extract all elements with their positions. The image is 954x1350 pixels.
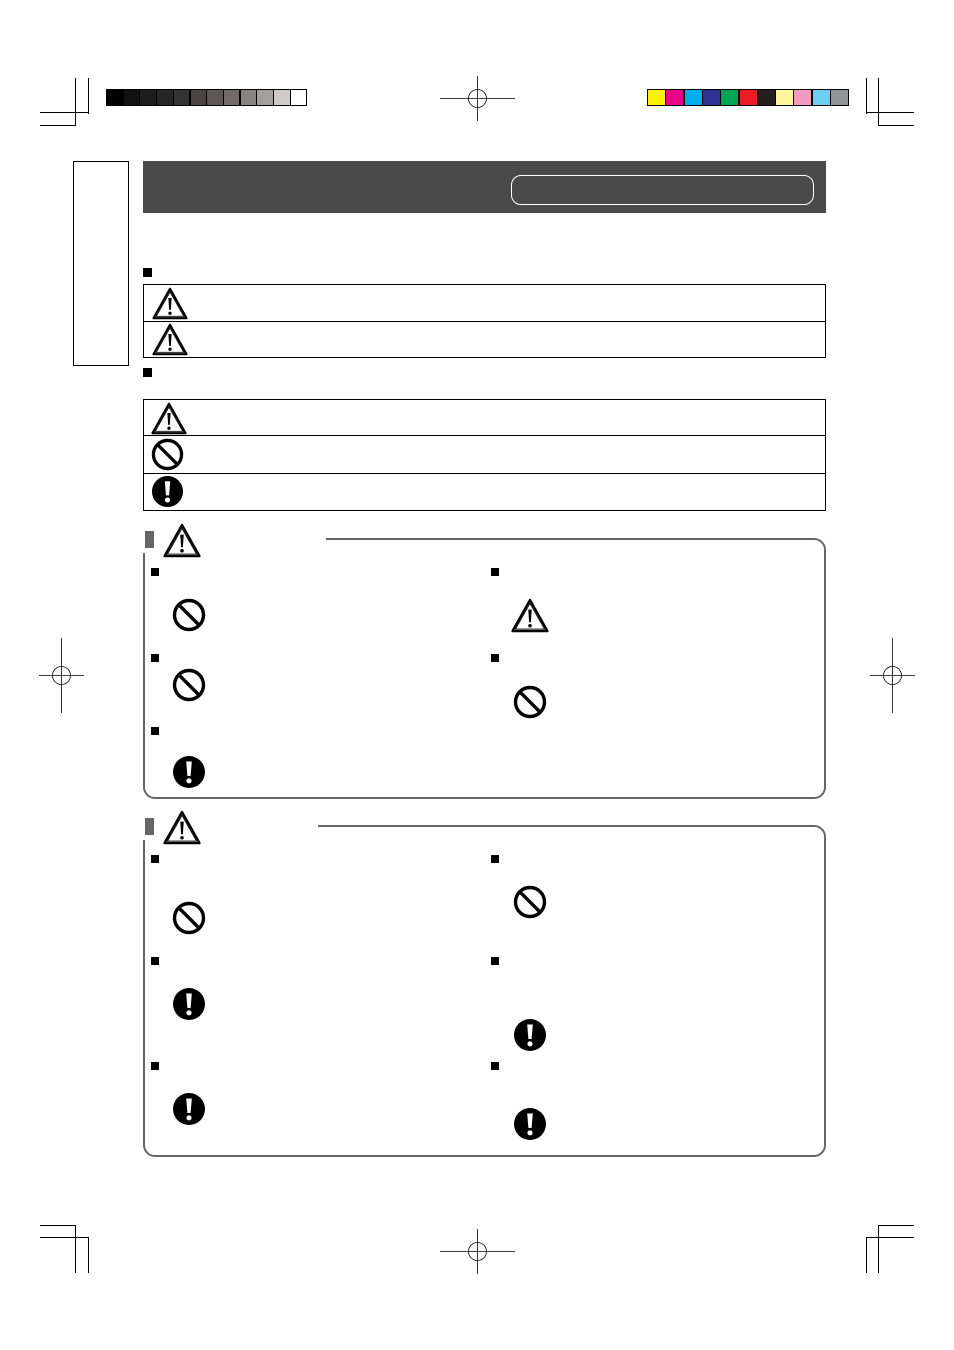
crop-mark bbox=[40, 112, 88, 113]
color-swatch bbox=[812, 89, 831, 106]
warning-triangle-icon bbox=[162, 523, 202, 558]
gray-swatch bbox=[223, 89, 241, 106]
color-swatch bbox=[739, 89, 758, 106]
table-divider bbox=[143, 435, 826, 436]
panel-heading-marker bbox=[145, 531, 154, 548]
item-bullet bbox=[491, 1062, 499, 1070]
prohibition-icon bbox=[151, 438, 184, 471]
crop-mark bbox=[866, 1237, 867, 1273]
gray-swatch bbox=[139, 89, 157, 106]
prohibition-icon bbox=[172, 668, 206, 702]
gray-swatch bbox=[190, 89, 208, 106]
crop-mark bbox=[866, 78, 867, 114]
gray-swatch bbox=[256, 89, 274, 106]
warning-triangle-icon bbox=[151, 323, 189, 356]
item-bullet bbox=[151, 654, 159, 662]
crop-mark bbox=[866, 112, 914, 113]
crop-mark bbox=[75, 1225, 76, 1273]
item-bullet bbox=[491, 568, 499, 576]
mandatory-action-icon bbox=[172, 755, 206, 789]
color-swatch bbox=[684, 89, 703, 106]
crop-mark bbox=[878, 78, 879, 126]
side-tab bbox=[73, 161, 129, 366]
crop-mark bbox=[878, 1225, 879, 1273]
caution-panel bbox=[143, 825, 826, 1157]
section-bullet bbox=[143, 268, 152, 277]
color-swatch bbox=[720, 89, 739, 106]
color-swatch bbox=[757, 89, 776, 106]
prohibition-icon bbox=[513, 685, 547, 719]
table-divider bbox=[143, 473, 826, 474]
crop-mark bbox=[88, 78, 89, 114]
section-bullet bbox=[143, 368, 152, 377]
color-swatch bbox=[793, 89, 812, 106]
registration-mark-icon bbox=[440, 76, 515, 121]
item-bullet bbox=[151, 855, 159, 863]
crop-mark bbox=[40, 1237, 88, 1238]
registration-mark-icon bbox=[870, 638, 915, 713]
panel-heading-marker bbox=[145, 818, 154, 835]
header-badge bbox=[511, 175, 814, 205]
item-bullet bbox=[491, 855, 499, 863]
mandatory-action-icon bbox=[172, 1092, 206, 1126]
gray-swatch bbox=[240, 89, 258, 106]
warning-panel bbox=[143, 538, 826, 799]
warning-triangle-icon bbox=[150, 402, 188, 435]
item-bullet bbox=[151, 727, 159, 735]
crop-mark bbox=[878, 125, 914, 126]
warning-triangle-icon bbox=[162, 810, 202, 845]
item-bullet bbox=[491, 957, 499, 965]
gray-swatch bbox=[123, 89, 141, 106]
crop-mark bbox=[40, 125, 76, 126]
color-swatch bbox=[702, 89, 721, 106]
color-swatch bbox=[830, 89, 849, 106]
page-header bbox=[143, 161, 826, 213]
item-bullet bbox=[151, 568, 159, 576]
crop-mark bbox=[878, 1225, 914, 1226]
mandatory-action-icon bbox=[513, 1107, 547, 1141]
item-bullet bbox=[491, 654, 499, 662]
item-bullet bbox=[151, 1062, 159, 1070]
warning-triangle-icon bbox=[510, 598, 550, 633]
color-swatch bbox=[775, 89, 794, 106]
prohibition-icon bbox=[172, 901, 206, 935]
crop-mark bbox=[866, 1237, 914, 1238]
prohibition-icon bbox=[172, 598, 206, 632]
gray-swatch bbox=[156, 89, 174, 106]
mandatory-action-icon bbox=[151, 475, 184, 508]
table-divider bbox=[143, 321, 826, 322]
gray-swatch bbox=[173, 89, 191, 106]
warning-triangle-icon bbox=[151, 287, 189, 320]
color-swatch bbox=[647, 89, 666, 106]
item-bullet bbox=[151, 957, 159, 965]
prohibition-icon bbox=[513, 885, 547, 919]
symbol-legend-table bbox=[143, 399, 826, 511]
gray-swatch bbox=[290, 89, 308, 106]
gray-swatch bbox=[106, 89, 124, 106]
crop-mark bbox=[88, 1237, 89, 1273]
crop-mark bbox=[75, 78, 76, 126]
registration-mark-icon bbox=[440, 1229, 515, 1274]
registration-mark-icon bbox=[39, 638, 84, 713]
gray-swatch bbox=[273, 89, 291, 106]
color-swatch bbox=[665, 89, 684, 106]
crop-mark bbox=[40, 1225, 76, 1226]
mandatory-action-icon bbox=[513, 1018, 547, 1052]
mandatory-action-icon bbox=[172, 987, 206, 1021]
gray-swatch bbox=[206, 89, 224, 106]
